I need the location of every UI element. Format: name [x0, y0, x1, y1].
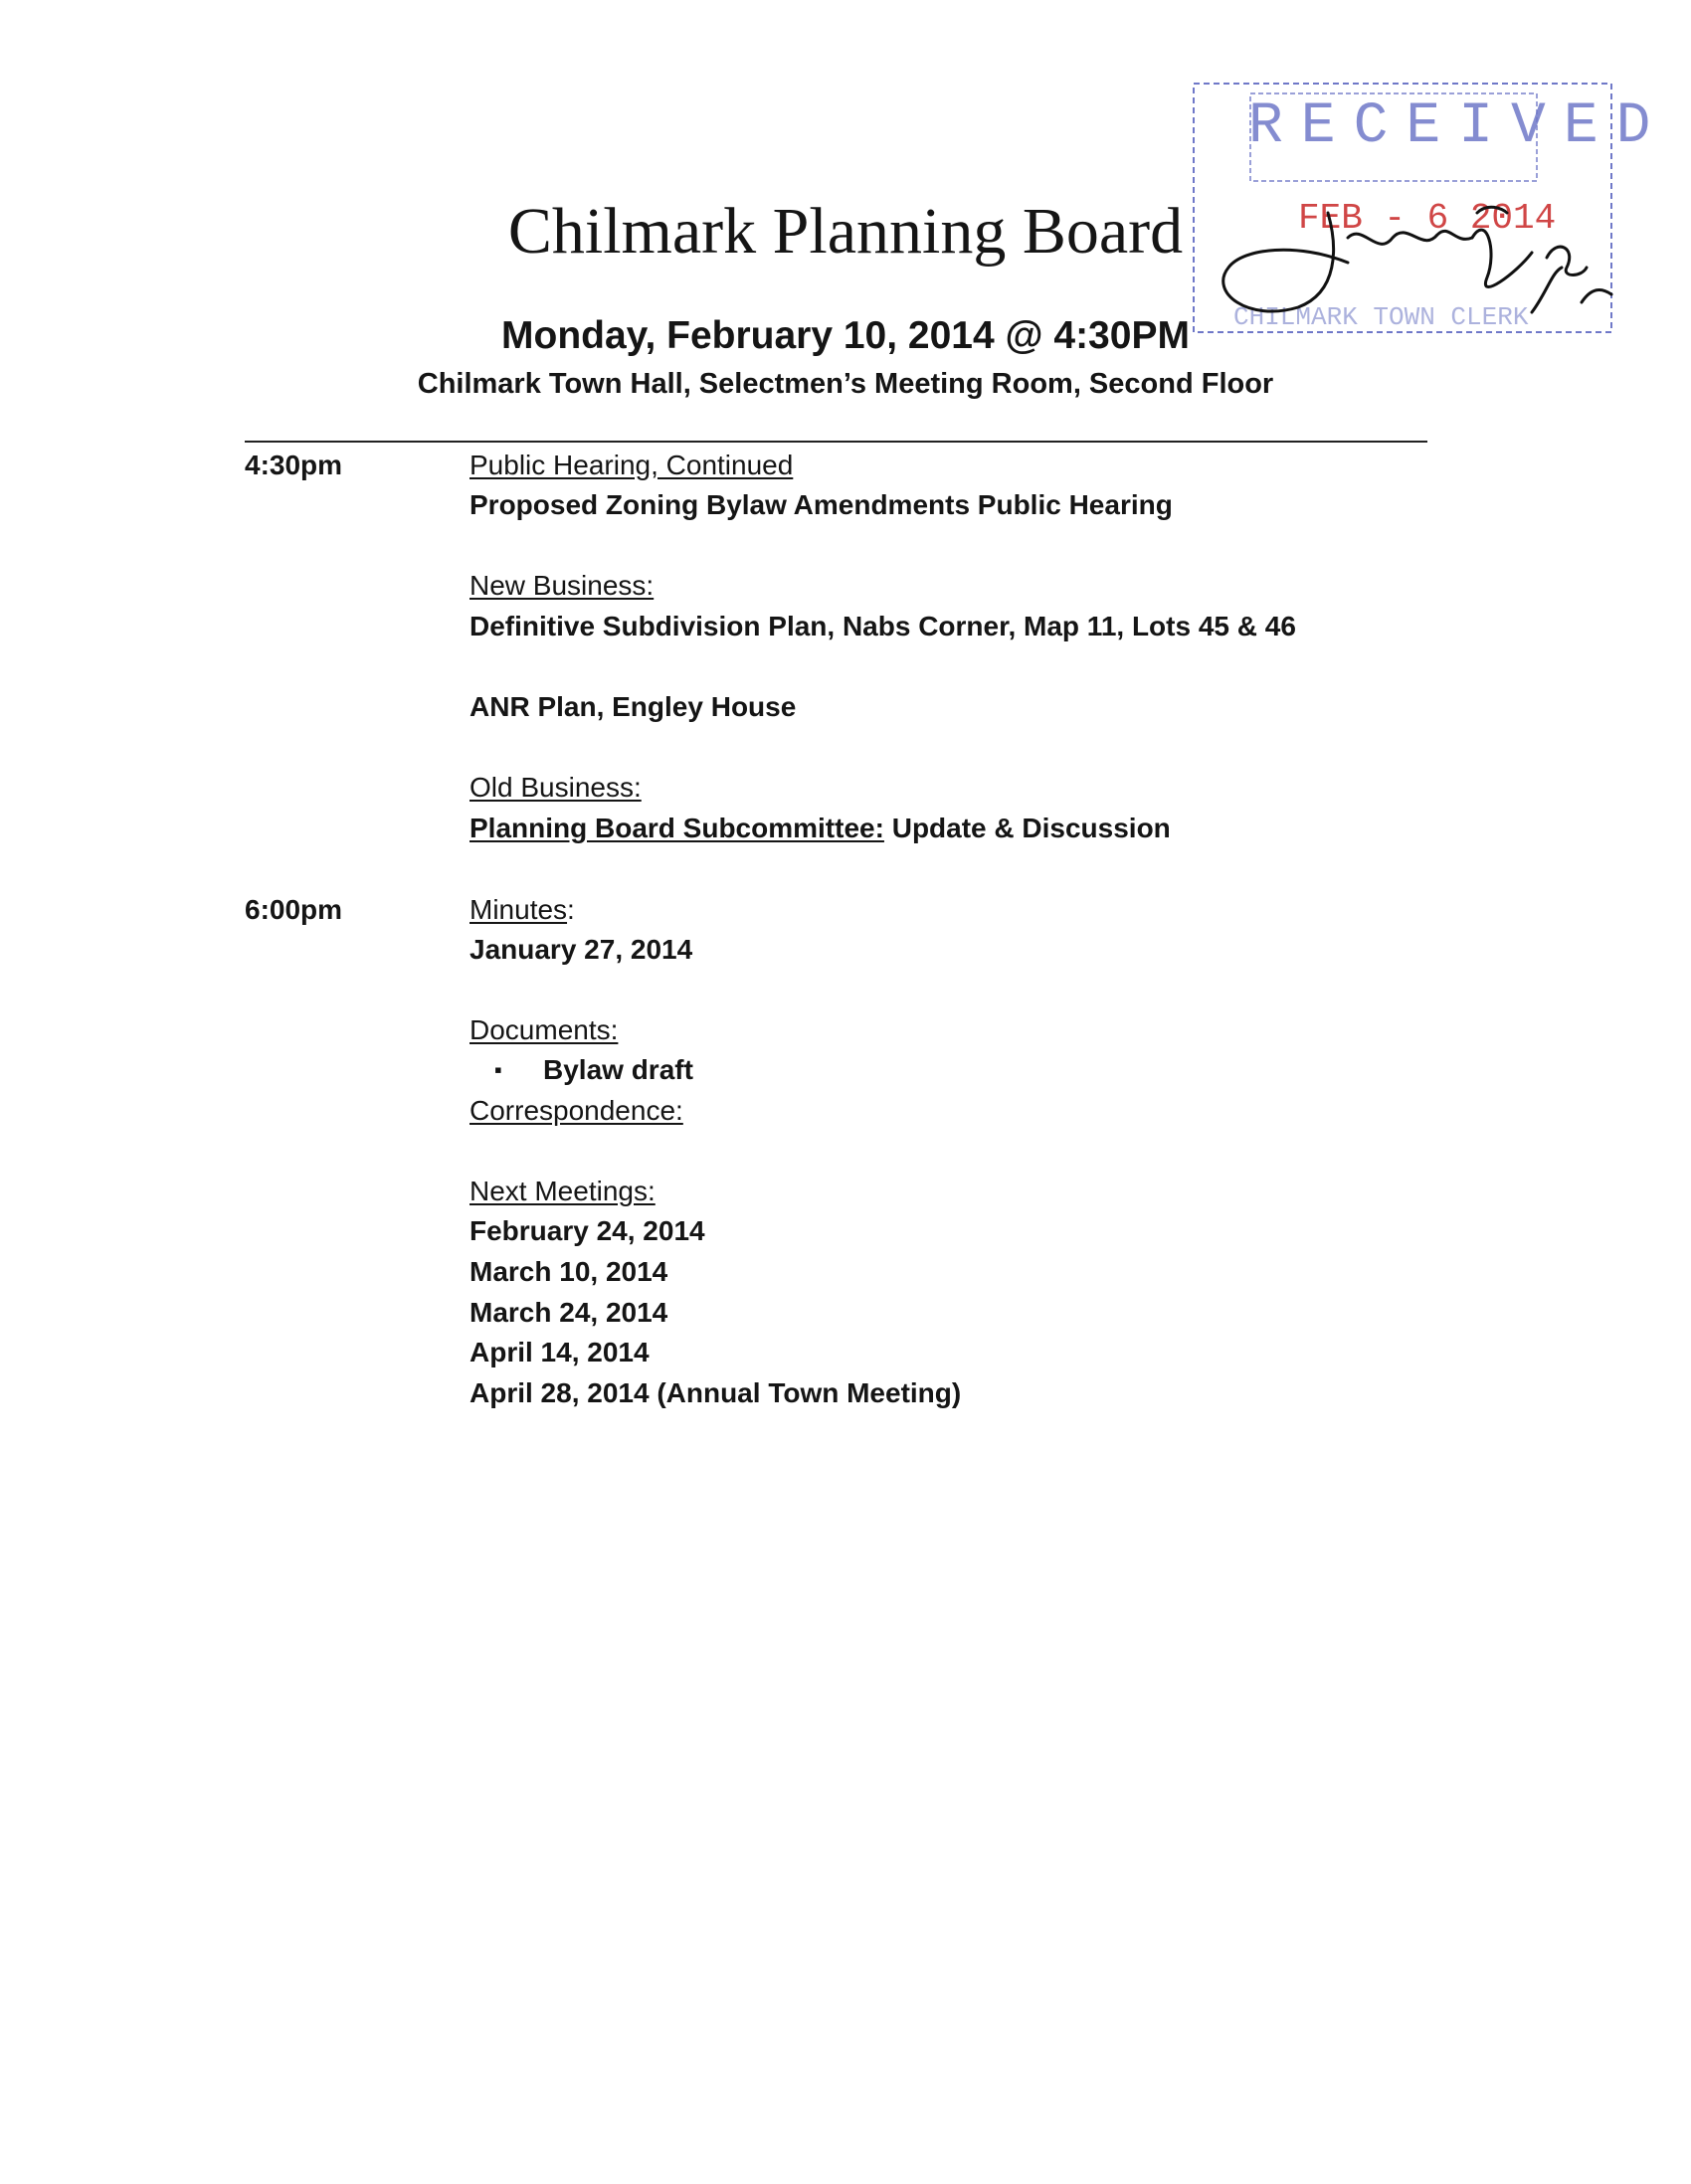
next-meetings-heading: Next Meetings:: [470, 1176, 656, 1206]
public-hearing-item: Proposed Zoning Bylaw Amendments Public Hearing: [470, 489, 1173, 520]
new-business-heading: New Business:: [470, 570, 655, 601]
minutes-colon: :: [567, 894, 575, 925]
documents-item: Bylaw draft: [543, 1054, 693, 1085]
next-meeting-date: March 24, 2014: [470, 1297, 668, 1328]
stamp-received-text: RECEIVED: [1248, 94, 1669, 159]
minutes-item: January 27, 2014: [470, 934, 693, 965]
stamp-date: FEB - 6 2014: [1298, 198, 1557, 239]
old-business-item: [470, 809, 1171, 848]
documents-heading: Documents:: [470, 1014, 619, 1045]
correspondence-heading: Correspondence:: [470, 1095, 683, 1126]
public-hearing-heading: Public Hearing, Continued: [470, 450, 794, 480]
stamp-office: CHILMARK TOWN CLERK: [1233, 302, 1529, 332]
new-business-item: Definitive Subdivision Plan, Nabs Corner, Map 11, Lots 45 & 46: [470, 611, 1296, 641]
next-meeting-date: April 28, 2014 (Annual Town Meeting): [470, 1377, 962, 1408]
old-business-heading: Old Business:: [470, 772, 642, 803]
bullet-icon: ▪: [494, 1057, 502, 1082]
time-slot-2: 6:00pm: [245, 894, 343, 925]
subcommittee-detail: Update & Discussion: [883, 813, 1171, 843]
document-title: Chilmark Planning Board: [507, 195, 1184, 268]
meeting-date: Monday, February 10, 2014 @ 4:30PM: [501, 314, 1190, 357]
minutes-heading-line: [470, 890, 575, 930]
next-meeting-date: February 24, 2014: [470, 1215, 705, 1246]
next-meeting-date: April 14, 2014: [470, 1337, 650, 1367]
next-meeting-date: March 10, 2014: [470, 1256, 668, 1287]
minutes-heading: Minutes: [470, 894, 568, 925]
time-slot-1: 4:30pm: [245, 450, 343, 480]
header-divider: [245, 441, 1427, 443]
new-business-item: ANR Plan, Engley House: [470, 691, 797, 722]
meeting-location: Chilmark Town Hall, Selectmen’s Meeting Room, Second Floor: [417, 368, 1274, 400]
subcommittee-label: Planning Board Subcommittee:: [470, 813, 884, 843]
